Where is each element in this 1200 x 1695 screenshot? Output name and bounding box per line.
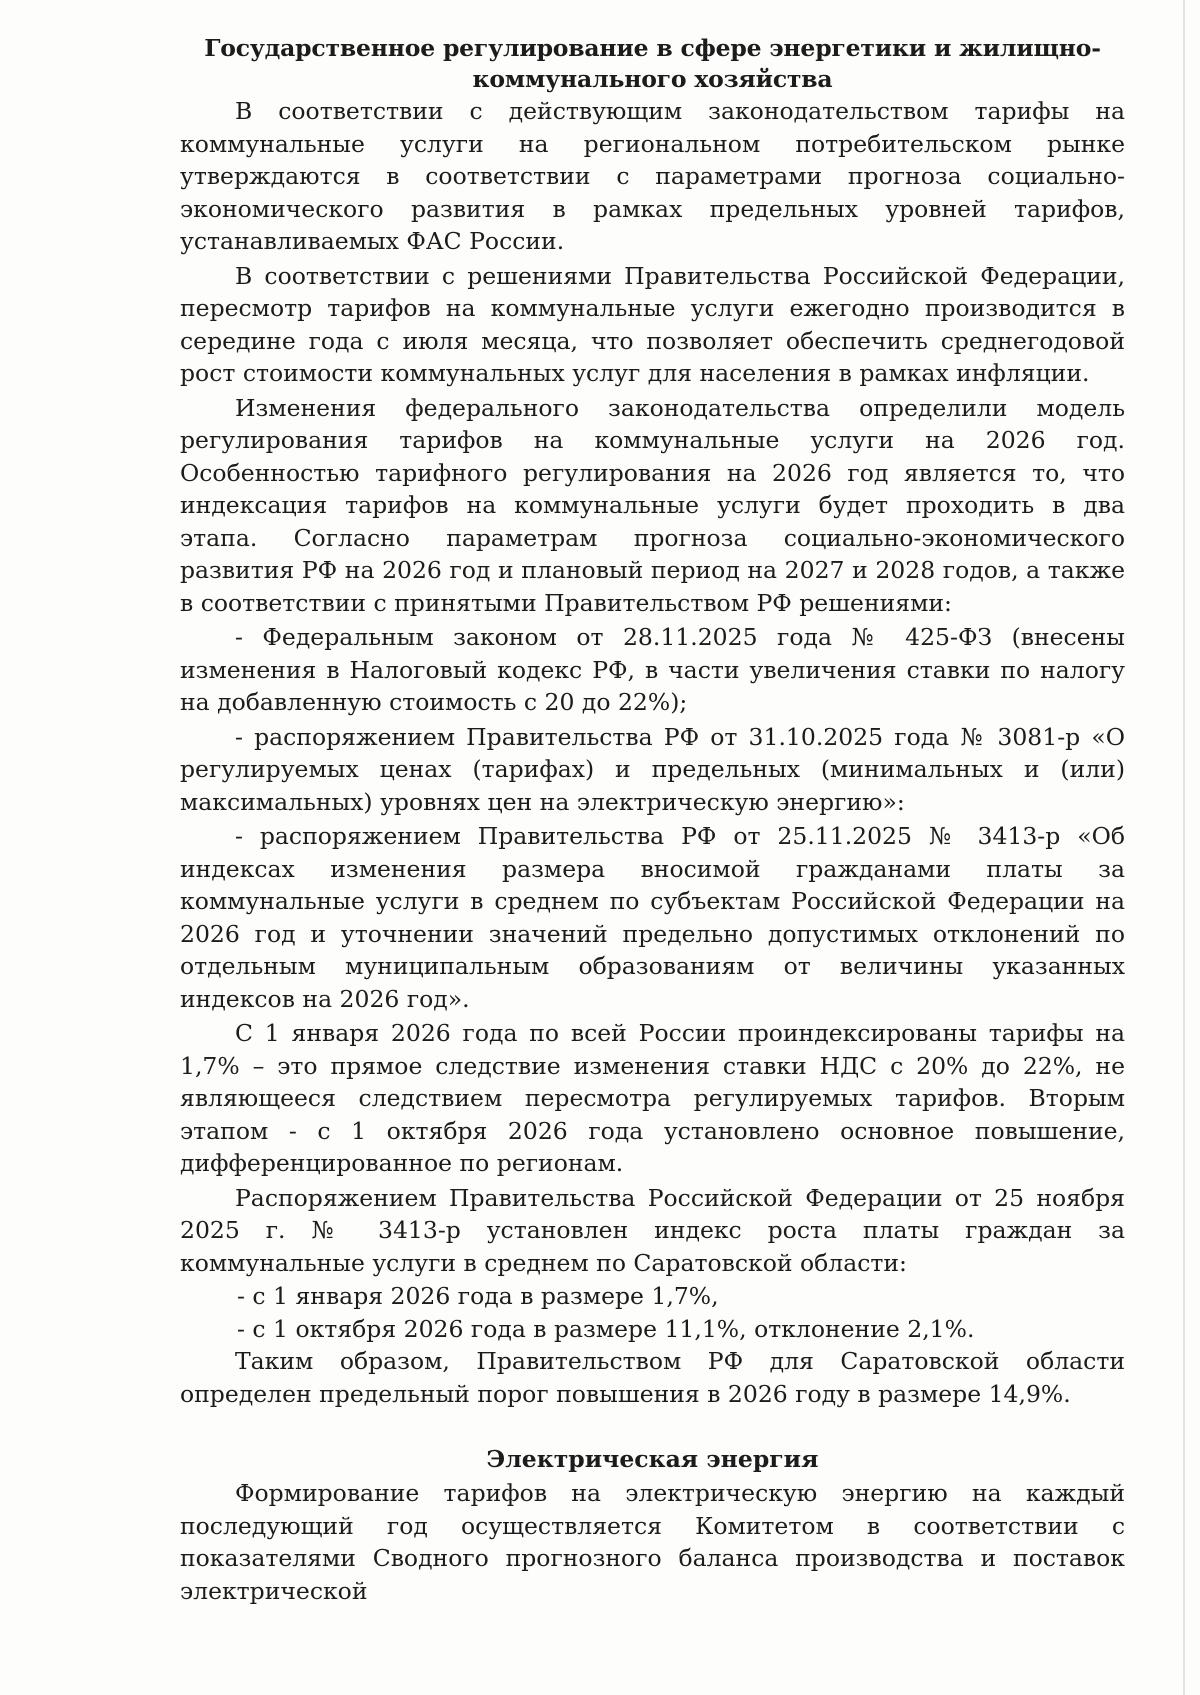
legal-item-order-3413: - распоряжением Правительства РФ от 25.11.2025 № 3413-р «Об индексах изменения размера вносимой гражданами платы за коммунальные услуги в среднем по субъектам Российской Федерации на 2026 год и уточнении значений предельно допустимых отклонений по отдельным муниципальным образованиям от величины указанных индексов на 2026 год». [180,822,1125,1013]
document-body [180,33,1125,1609]
paragraph-electric-energy: Формирование тарифов на электрическую энергию на каждый последующий год осуществляется Комитетом в соответствии с показателями Сводного прогнозного баланса производства и поставок электрической [180,1479,1125,1605]
legal-item-order-3081: - распоряжением Правительства РФ от 31.10.2025 года № 3081-р «О регулируемых ценах (тарифах) и предельных (минимальных и (или) максимальных) уровнях цен на электрическую энергию»: [180,722,1125,816]
legal-item-federal-law: - Федеральным законом от 28.11.2025 года № 425-ФЗ (внесены изменения в Налоговый кодекс РФ, в части увеличения ставки по налогу на добавленную стоимость с 20 до 22%); [180,623,1125,716]
paragraph-indexation-stages: С 1 января 2026 года по всей России проиндексированы тарифы на 1,7% – это прямое следствие изменения ставки НДС с 20% до 22%, не являющееся следствием пересмотра регулируемых тарифов. Вторым этапом - с 1 октября 2026 года установлено основное повышение, дифференцированное по регионам. [180,1019,1125,1177]
title-line-1: Государственное регулирование в сфере энергетики и жилищно- [204,34,1101,62]
paragraph-tariffs-approval: В соответствии с действующим законодательством тарифы на коммунальные услуги на региональном потребительском рынке утверждаются в соответствии с параметрами прогноза социально-экономического развития в рамках предельных уровней тарифов, устанавливаемых ФАС России. [180,97,1125,255]
index-item-october: - с 1 октября 2026 года в размере 11,1%, отклонение 2,1%. [237,1314,975,1343]
paragraph-tariff-revision: В соответствии с решениями Правительства Российской Федерации, пересмотр тарифов на коммунальные услуги ежегодно производится в середине года с июля месяца, что позволяет обеспечить среднегодовой рост стоимости коммунальных услуг для населения в рамках инфляции. [180,261,1125,387]
paragraph-conclusion: Таким образом, Правительством РФ для Саратовской области определен предельный порог повышения в 2026 году в размере 14,9%. [180,1347,1125,1408]
scan-edge-shadow [1183,0,1185,1695]
document-title [180,33,1125,95]
paragraph-saratov-index: Распоряжением Правительства Российской Федерации от 25 ноября 2025 г. № 3413-р установлен индекс роста платы граждан за коммунальные услуги в среднем по Саратовской области: [180,1183,1125,1277]
title-line-2: коммунального хозяйства [472,65,833,93]
index-item-january: - с 1 января 2026 года в размере 1,7%, [237,1282,719,1310]
section-title-electric-energy: Электрическая энергия [486,1445,819,1473]
paragraph-legislation-changes: Изменения федерального законодательства определили модель регулирования тарифов на коммунальные услуги на 2026 год. Особенностью тарифного регулирования на 2026 год является то, что индексация тарифов на коммунальные услуги будет проходить в два этапа. Согласно параметрам прогноза социально-экономического развития РФ на 2026 год и плановый период на 2027 и 2028 годов, а также в соответствии с принятыми Правительством РФ решениями: [180,393,1125,617]
